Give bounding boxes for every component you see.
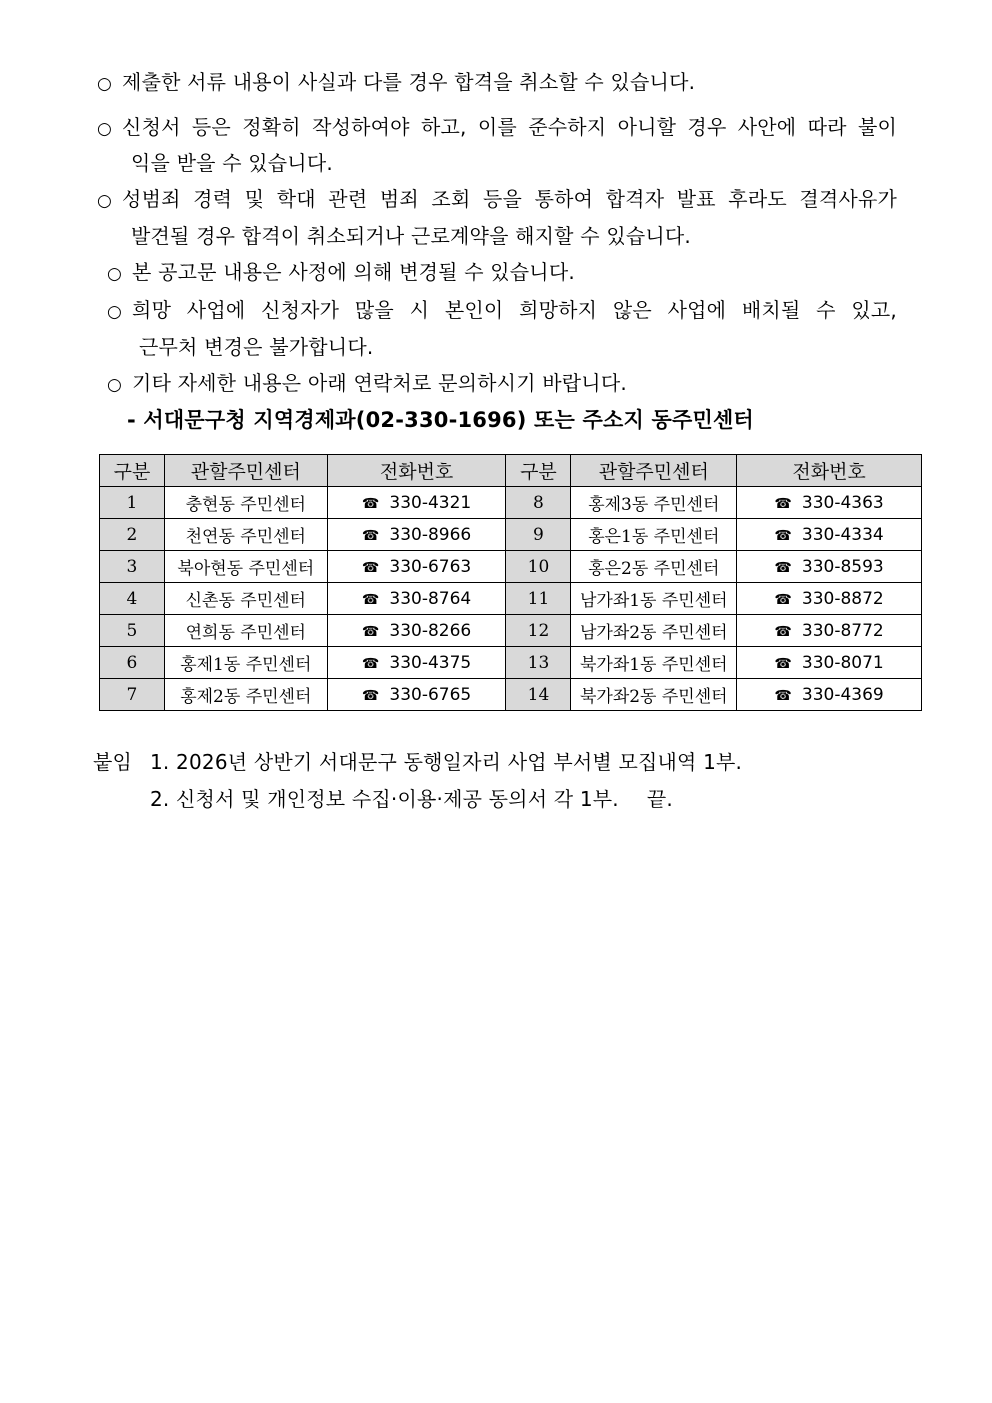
phone-number: 330-4363 bbox=[801, 492, 884, 513]
phone-cell bbox=[327, 615, 506, 647]
notice-text: 본 공고문 내용은 사정에 의해 변경될 수 있습니다. bbox=[132, 260, 575, 284]
phone-cell bbox=[737, 583, 922, 615]
phone-number: 330-8071 bbox=[801, 652, 884, 673]
circle-bullet-icon: ○ bbox=[97, 74, 113, 94]
table-row bbox=[100, 519, 922, 551]
phone-number: 330-4321 bbox=[389, 492, 472, 513]
phone-number: 330-6763 bbox=[389, 556, 472, 577]
table-row bbox=[100, 647, 922, 679]
notice-5-line-2: 근무처 변경은 불가합니다. bbox=[139, 335, 374, 359]
phone-number: 330-8966 bbox=[389, 524, 472, 545]
row-number: 1 bbox=[100, 487, 165, 519]
header-phone: 전화번호 bbox=[737, 455, 922, 487]
phone-cell bbox=[737, 551, 922, 583]
center-name: 연희동 주민센터 bbox=[164, 615, 327, 647]
center-name: 홍제3동 주민센터 bbox=[571, 487, 737, 519]
row-number: 2 bbox=[100, 519, 165, 551]
phone-cell bbox=[327, 551, 506, 583]
center-name: 충현동 주민센터 bbox=[164, 487, 327, 519]
phone-number: 330-8266 bbox=[389, 620, 472, 641]
row-number: 13 bbox=[506, 647, 571, 679]
center-name: 홍은1동 주민센터 bbox=[571, 519, 737, 551]
contact-line: - 서대문구청 지역경제과(02-330-1696) 또는 주소지 동주민센터 bbox=[127, 408, 754, 432]
center-name: 홍제1동 주민센터 bbox=[164, 647, 327, 679]
phone-cell bbox=[327, 487, 506, 519]
phone-icon: ☎ bbox=[361, 655, 380, 672]
center-name: 북가좌1동 주민센터 bbox=[571, 647, 737, 679]
notice-4 bbox=[107, 260, 575, 286]
center-name: 북가좌2동 주민센터 bbox=[571, 679, 737, 711]
notice-5-line-1 bbox=[107, 298, 897, 324]
phone-icon: ☎ bbox=[774, 495, 792, 512]
phone-cell bbox=[737, 519, 922, 551]
circle-bullet-icon: ○ bbox=[107, 302, 123, 322]
notice-text: 성범죄 경력 및 학대 관련 범죄 조회 등을 통하여 합격자 발표 후라도 결격사유가 bbox=[122, 187, 897, 211]
table-row bbox=[100, 487, 922, 519]
notice-6 bbox=[107, 371, 627, 397]
notice-3-line-1 bbox=[97, 187, 897, 213]
attachment-item-2 bbox=[150, 787, 673, 811]
center-name: 신촌동 주민센터 bbox=[164, 583, 327, 615]
phone-cell bbox=[327, 647, 506, 679]
phone-number: 330-8772 bbox=[801, 620, 884, 641]
notice-2-line-1 bbox=[97, 115, 897, 141]
phone-icon: ☎ bbox=[774, 559, 792, 576]
attachments-label: 붙임 bbox=[93, 750, 133, 774]
phone-number: 330-8593 bbox=[801, 556, 884, 577]
phone-cell bbox=[327, 519, 506, 551]
phone-icon: ☎ bbox=[774, 527, 792, 544]
row-number: 8 bbox=[506, 487, 571, 519]
header-no: 구분 bbox=[506, 455, 571, 487]
phone-icon: ☎ bbox=[361, 559, 380, 576]
header-no: 구분 bbox=[100, 455, 165, 487]
header-center: 관할주민센터 bbox=[164, 455, 327, 487]
row-number: 6 bbox=[100, 647, 165, 679]
row-number: 11 bbox=[506, 583, 571, 615]
phone-cell bbox=[327, 679, 506, 711]
phone-icon: ☎ bbox=[361, 687, 380, 704]
phone-icon: ☎ bbox=[774, 591, 792, 608]
header-center: 관할주민센터 bbox=[571, 455, 737, 487]
phone-cell bbox=[737, 679, 922, 711]
center-name: 북아현동 주민센터 bbox=[164, 551, 327, 583]
community-center-table bbox=[99, 454, 922, 711]
center-name: 천연동 주민센터 bbox=[164, 519, 327, 551]
phone-number: 330-8764 bbox=[389, 588, 472, 609]
center-name: 남가좌2동 주민센터 bbox=[571, 615, 737, 647]
attachment-item-text: 2. 신청서 및 개인정보 수집·이용·제공 동의서 각 1부. bbox=[150, 787, 619, 811]
circle-bullet-icon: ○ bbox=[107, 375, 123, 395]
notice-text: 기타 자세한 내용은 아래 연락처로 문의하시기 바랍니다. bbox=[132, 371, 627, 395]
table-row bbox=[100, 551, 922, 583]
notice-2-line-2: 익을 받을 수 있습니다. bbox=[131, 151, 333, 175]
circle-bullet-icon: ○ bbox=[107, 264, 123, 284]
phone-number: 330-4369 bbox=[801, 684, 884, 705]
row-number: 10 bbox=[506, 551, 571, 583]
table-row bbox=[100, 679, 922, 711]
phone-icon: ☎ bbox=[361, 623, 380, 640]
circle-bullet-icon: ○ bbox=[97, 119, 113, 139]
phone-number: 330-4375 bbox=[389, 652, 472, 673]
phone-icon: ☎ bbox=[361, 591, 380, 608]
attachment-item-1: 1. 2026년 상반기 서대문구 동행일자리 사업 부서별 모집내역 1부. bbox=[150, 750, 743, 774]
notice-1 bbox=[97, 70, 695, 96]
header-phone: 전화번호 bbox=[327, 455, 506, 487]
phone-icon: ☎ bbox=[361, 527, 380, 544]
row-number: 12 bbox=[506, 615, 571, 647]
notice-text: 신청서 등은 정확히 작성하여야 하고, 이를 준수하지 아니할 경우 사안에 따라 불이 bbox=[122, 115, 897, 139]
phone-icon: ☎ bbox=[774, 655, 792, 672]
circle-bullet-icon: ○ bbox=[97, 191, 113, 211]
notice-text: 희망 사업에 신청자가 많을 시 본인이 희망하지 않은 사업에 배치될 수 있고, bbox=[132, 298, 897, 322]
row-number: 3 bbox=[100, 551, 165, 583]
end-mark: 끝. bbox=[646, 787, 673, 811]
row-number: 9 bbox=[506, 519, 571, 551]
phone-icon: ☎ bbox=[774, 623, 792, 640]
phone-icon: ☎ bbox=[361, 495, 380, 512]
phone-number: 330-4334 bbox=[801, 524, 884, 545]
row-number: 4 bbox=[100, 583, 165, 615]
phone-number: 330-8872 bbox=[801, 588, 884, 609]
center-name: 남가좌1동 주민센터 bbox=[571, 583, 737, 615]
phone-cell bbox=[737, 487, 922, 519]
phone-cell bbox=[737, 647, 922, 679]
notice-3-line-2: 발견될 경우 합격이 취소되거나 근로계약을 해지할 수 있습니다. bbox=[131, 224, 691, 248]
row-number: 14 bbox=[506, 679, 571, 711]
phone-cell bbox=[327, 583, 506, 615]
phone-icon: ☎ bbox=[774, 687, 792, 704]
center-name: 홍은2동 주민센터 bbox=[571, 551, 737, 583]
row-number: 7 bbox=[100, 679, 165, 711]
phone-cell bbox=[737, 615, 922, 647]
row-number: 5 bbox=[100, 615, 165, 647]
table-row bbox=[100, 583, 922, 615]
center-name: 홍제2동 주민센터 bbox=[164, 679, 327, 711]
notice-text: 제출한 서류 내용이 사실과 다를 경우 합격을 취소할 수 있습니다. bbox=[122, 70, 696, 94]
phone-number: 330-6765 bbox=[389, 684, 472, 705]
table-header-row bbox=[100, 455, 922, 487]
table-row bbox=[100, 615, 922, 647]
